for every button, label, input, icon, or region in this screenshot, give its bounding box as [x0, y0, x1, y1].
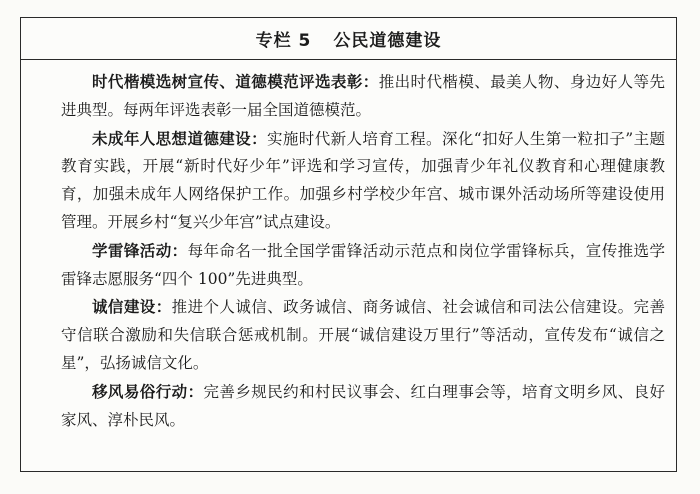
paragraph-lead: 未成年人思想道德建设：: [92, 128, 267, 148]
paragraph-lead: 移风易俗行动：: [92, 381, 204, 401]
paragraph-lead: 诚信建设：: [92, 297, 172, 317]
paragraph-body: 实施时代新人培育工程。深化“扣好人生第一粒扣子”主题教育实践，开展“新时代好少年”评选和学习宣传，加强青少年礼仪教育和心理健康教育，加强未成年人网络保护工作。加强乡村学校少年宫、城市课外活动场所等建设使用管理。开展乡村“复兴少年宫”试点建设。: [61, 129, 665, 231]
paragraph-integrity: [61, 293, 665, 377]
paragraph-body: 完善乡规民约和村民议事会、红白理事会等，培育文明乡风、良好家风、淳朴民风。: [61, 382, 665, 429]
paragraph-lead: 学雷锋活动：: [92, 240, 188, 260]
paragraph-lei-feng: [61, 237, 665, 294]
paragraph-minors-moral: [61, 125, 665, 237]
box-label: 专栏 5: [255, 31, 312, 51]
box-header: [21, 18, 676, 60]
feature-box: [20, 17, 677, 472]
paragraph-body: 推出时代楷模、最美人物、身边好人等先进典型。每两年评选表彰一届全国道德模范。: [61, 73, 665, 119]
paragraph-lead: 时代楷模选树宣传、道德模范评选表彰：: [92, 72, 379, 91]
paragraph-body: 推进个人诚信、政务诚信、商务诚信、社会诚信和司法公信建设。完善守信联合激励和失信联合惩戒机制。开展“诚信建设万里行”等活动，宣传发布“诚信之星”，弘扬诚信文化。: [61, 298, 665, 372]
box-title: 公民道德建设: [333, 31, 442, 51]
paragraph-customs-reform: [61, 378, 665, 435]
paragraph-body: 每年命名一批全国学雷锋活动示范点和岗位学雷锋标兵，宣传推选学雷锋志愿服务“四个 100”先进典型。: [61, 241, 665, 288]
paragraph-role-models: [61, 68, 665, 125]
box-content: [61, 68, 665, 434]
